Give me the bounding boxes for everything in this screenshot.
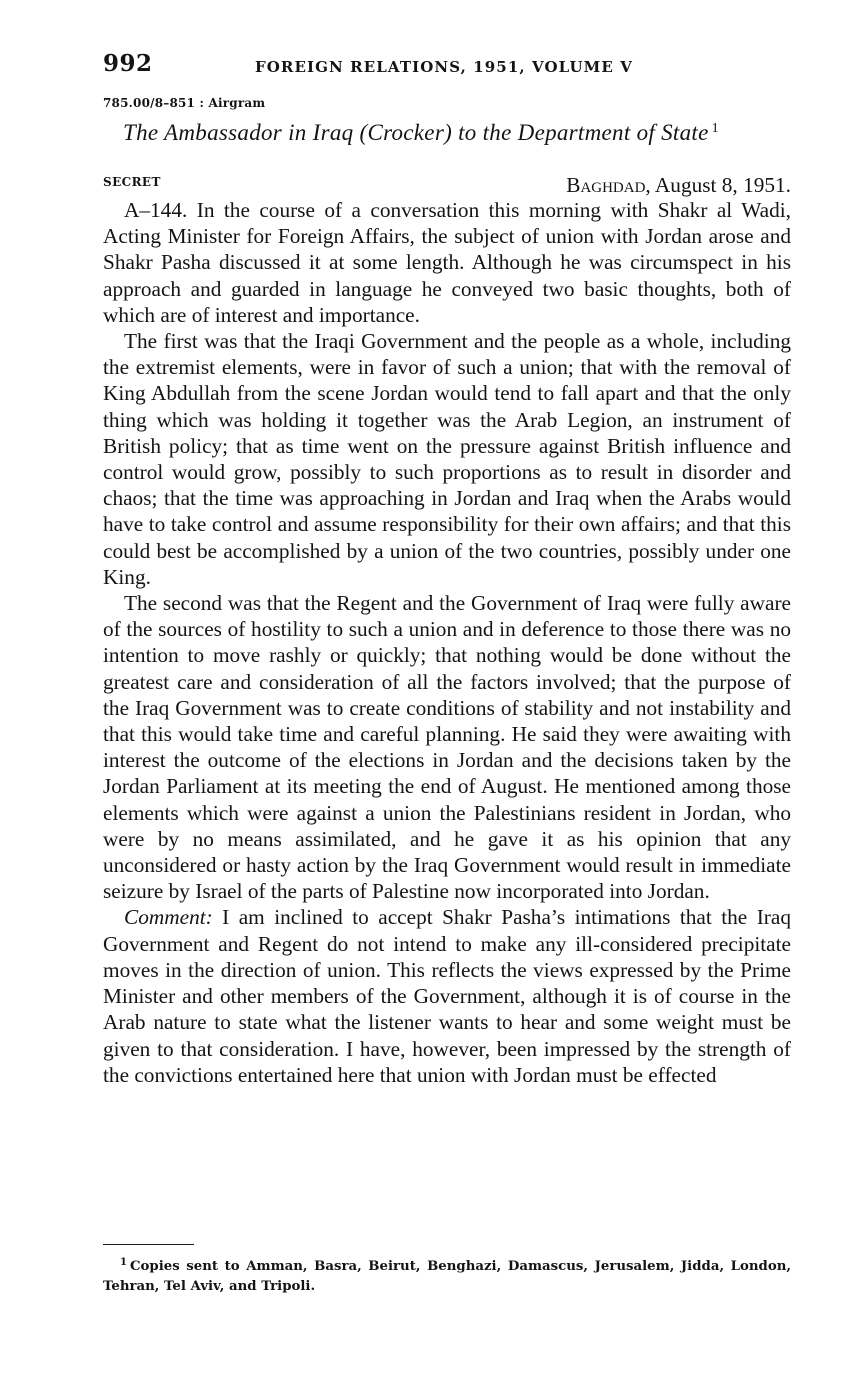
footnote-mark: 1 [120, 1257, 127, 1268]
comment-paragraph [103, 904, 791, 1087]
body-paragraph: The first was that the Iraqi Government and the people as a whole, including the extremist elements, were in favor of such a union; that with the removal of King Abdullah from the scene Jordan would tend to fall apart and that the only thing which was holding it together was the Arab Legion, an instrument of British policy; that as time went on the pressure against British influence and control would grow, possibly to such proportions as to result in disorder and chaos; that the time was approaching in Jordan and Iraq when the Arabs would have to take control and assume responsibility for their own affairs; and that this could best be accomplished by a union of the two countries, possibly under one King. [103, 329, 791, 589]
body-paragraph: A–144. In the course of a conversation this morning with Shakr al Wadi, Acting Minister for Foreign Affairs, the subject of union with Jordan arose and Shakr Pasha discussed it at some length. Although he was circumspect in his approach and guarded in language he conveyed two basic thoughts, both of which are of interest and importance. [103, 198, 791, 327]
comment-text: I am inclined to accept Shakr Pasha’s intimations that the Iraq Government and Regent do not intend to make any ill-considered precipitate moves in the direction of union. This reflects the views expressed by the Prime Minister and other members of the Government, although it is of course in the Arab nature to state what the listener wants to hear and some weight must be given to that consideration. I have, however, been impressed by the strength of the convictions entertained here that union with Jordan must be effected [103, 905, 791, 1087]
body-paragraph: The second was that the Regent and the Government of Iraq were fully aware of the sources of hostility to such a union and in deference to those there was no intention to move rashly or quickly; that nothing would be done without the greatest care and consideration of all the factors involved; that the purpose of the Iraq Government was to create conditions of stability and not instability and that this would take time and careful planning. He said they were awaiting with interest the outcome of the elections in Jordan and the decisions taken by the Jordan Parliament at its meeting the end of August. He mentioned among those elements which were against a union the Palestinians resident in Jordan, who were by no means assimilated, and he gave it as his opinion that any unconsidered or hasty action by the Iraq Government would result in immediate seizure by Israel of the parts of Palestine now incorporated into Jordan. [103, 591, 791, 904]
running-head: FOREIGN RELATIONS, 1951, VOLUME V [255, 58, 633, 76]
document-page [103, 46, 791, 1088]
dateline-date: August 8, 1951. [654, 173, 791, 197]
dateline-row [103, 173, 791, 197]
document-title-text: The Ambassador in Iraq (Crocker) to the Department of State [123, 120, 709, 145]
footnote-divider [103, 1244, 194, 1245]
classification-label: SECRET [103, 175, 161, 189]
document-body [103, 197, 791, 1088]
document-title [123, 120, 791, 146]
dateline [566, 173, 791, 198]
file-reference: 785.00/8–851 : Airgram [103, 96, 266, 110]
dateline-place: Baghdad, [566, 173, 651, 197]
footnote [103, 1253, 791, 1296]
comment-label: Comment: [124, 905, 213, 930]
page-header [103, 46, 791, 80]
footnote-text: Copies sent to Amman, Basra, Beirut, Benghazi, Damascus, Jerusalem, Jidda, London, Tehran, Tel Aviv, and Tripoli. [103, 1259, 791, 1294]
title-footnote-mark: 1 [711, 121, 719, 136]
page-number: 992 [103, 50, 153, 77]
